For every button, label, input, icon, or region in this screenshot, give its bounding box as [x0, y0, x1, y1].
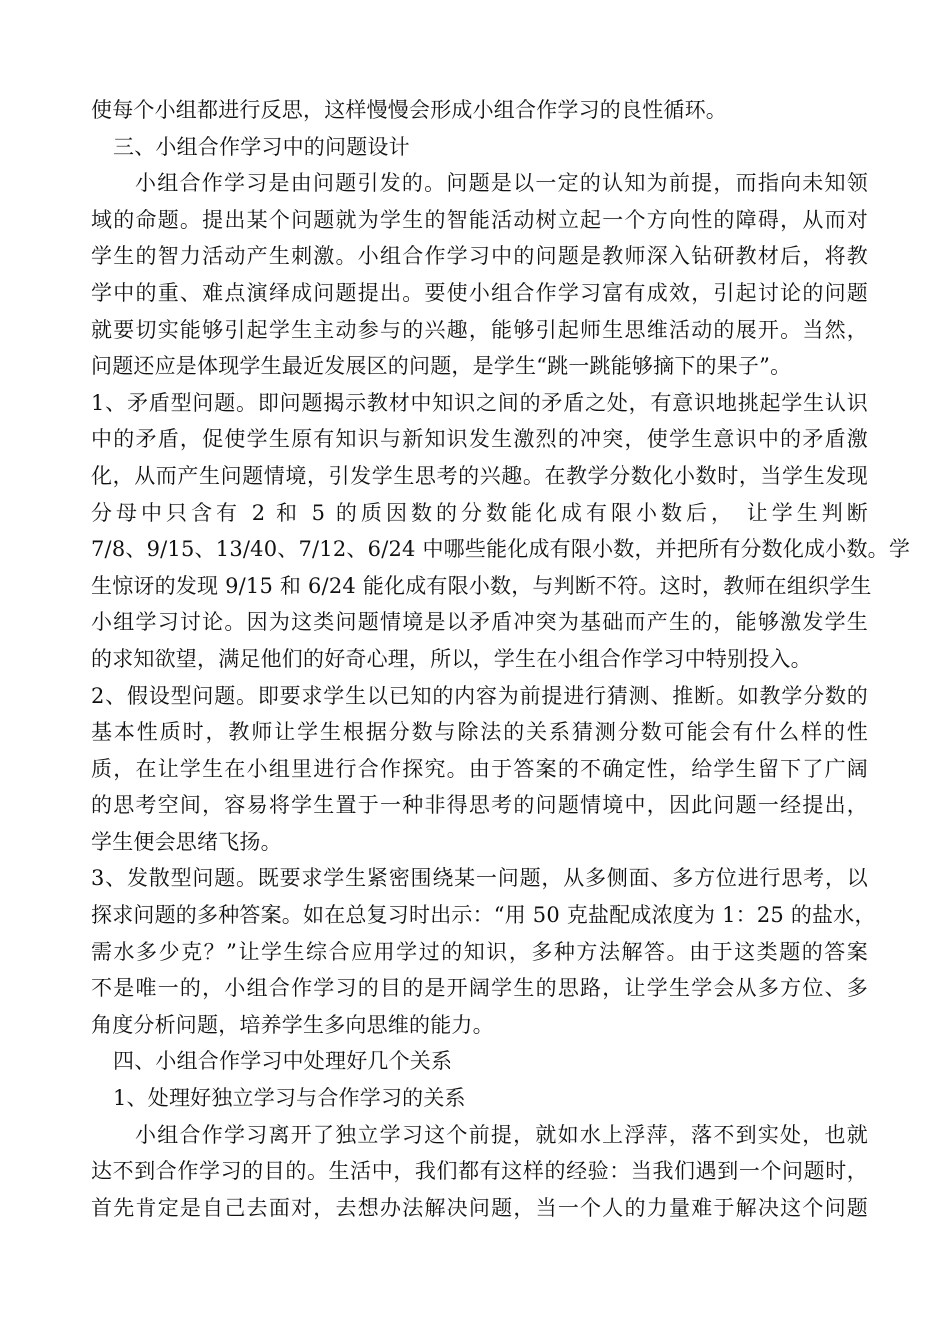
text-line: 1、矛盾型问题。即问题揭示教材中知识之间的矛盾之处，有意识地挑起学生认识 — [91, 390, 868, 415]
text-line: 域的命题。提出某个问题就为学生的智能活动树立起一个方向性的障碍，从而对 — [91, 207, 868, 232]
text-line: 角度分析问题，培养学生多向思维的能力。 — [91, 1012, 494, 1037]
text-line: 1、处理好独立学习与合作学习的关系 — [113, 1086, 466, 1111]
text-line: 不是唯一的，小组合作学习的目的是开阔学生的思路，让学生学会从多方位、多 — [91, 976, 868, 1001]
text-line: 学生便会思绪飞扬。 — [91, 829, 282, 854]
text-line: 的求知欲望，满足他们的好奇心理，所以，学生在小组合作学习中特别投入。 — [91, 646, 812, 671]
text-line: 探求问题的多种答案。如在总复习时出示：“用 50 克盐配成浓度为 1：25 的盐水， — [91, 903, 876, 928]
text-line: 2、假设型问题。即要求学生以已知的内容为前提进行猜测、推断。如教学分数的 — [91, 683, 868, 708]
document-body — [91, 92, 911, 1226]
text-line: 学中的重、难点演绎成问题提出。要使小组合作学习富有成效，引起讨论的问题 — [91, 280, 868, 305]
text-line: 7/8、9/15、13/40、7/12、6/24 中哪些能化成有限小数，并把所有分数化成小数。学 — [91, 537, 911, 562]
text-line: 四、小组合作学习中处理好几个关系 — [113, 1049, 453, 1074]
text-line: 小组学习讨论。因为这类问题情境是以矛盾冲突为基础而产生的，能够激发学生 — [91, 610, 868, 635]
text-line: 三、小组合作学习中的问题设计 — [113, 134, 410, 159]
text-line: 使每个小组都进行反思，这样慢慢会形成小组合作学习的良性循环。 — [91, 98, 727, 122]
text-line: 中的矛盾，促使学生原有知识与新知识发生激烈的冲突，使学生意识中的矛盾激 — [91, 427, 868, 452]
text-line: 生惊讶的发现 9/15 和 6/24 能化成有限小数，与判断不符。这时，教师在组织学生 — [91, 573, 872, 598]
text-line: 学生的智力活动产生刺激。小组合作学习中的问题是教师深入钻研教材后，将教 — [91, 244, 868, 269]
text-line: 问题还应是体现学生最近发展区的问题，是学生“跳一跳能够摘下的果子”。 — [91, 354, 792, 379]
text-line: 就要切实能够引起学生主动参与的兴趣，能够引起师生思维活动的展开。当然， — [91, 317, 868, 342]
text-line: 小组合作学习是由问题引发的。问题是以一定的认知为前提，而指向未知领 — [135, 171, 868, 196]
text-line: 首先肯定是自己去面对，去想办法解决问题，当一个人的力量难于解决这个问题 — [91, 1195, 868, 1220]
text-line: 3、发散型问题。既要求学生紧密围绕某一问题，从多侧面、多方位进行思考，以 — [91, 866, 868, 891]
text-line: 化，从而产生问题情境，引发学生思考的兴趣。在教学分数化小数时，当学生发现 — [91, 463, 868, 488]
text-line: 小组合作学习离开了独立学习这个前提，就如水上浮萍，落不到实处，也就 — [135, 1122, 868, 1147]
text-line: 基本性质时，教师让学生根据分数与除法的关系猜测分数可能会有什么样的性 — [91, 720, 868, 745]
text-line: 达不到合作学习的目的。生活中，我们都有这样的经验：当我们遇到一个问题时， — [91, 1159, 868, 1184]
text-line: 需水多少克？”让学生综合应用学过的知识，多种方法解答。由于这类题的答案 — [91, 939, 868, 964]
text-line: 分母中只含有 2 和 5 的质因数的分数能化成有限小数后， 让学生判断 — [91, 500, 868, 525]
text-line: 质，在让学生在小组里进行合作探究。由于答案的不确定性，给学生留下了广阔 — [91, 756, 868, 781]
text-line: 的思考空间，容易将学生置于一种非得思考的问题情境中，因此问题一经提出， — [91, 793, 868, 818]
